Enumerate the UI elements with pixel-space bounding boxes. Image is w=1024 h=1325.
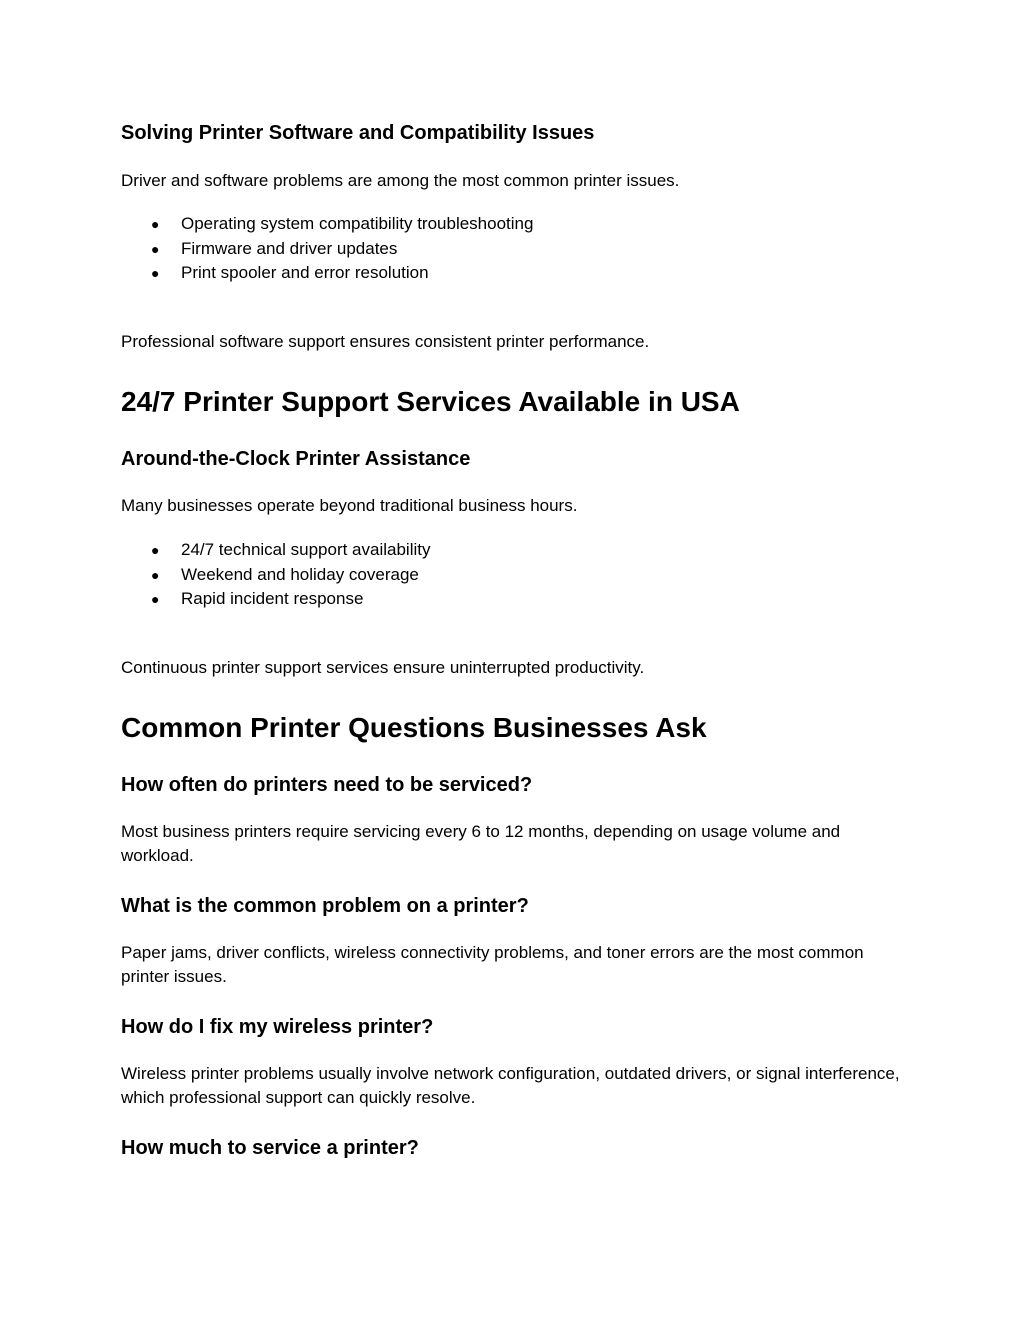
bullet-icon: ● [151,591,160,607]
bullet-list-software [121,212,533,286]
faq-answer-3: Wireless printer problems usually involve network configuration, outdated drivers, or signal interference, which professional support can quickly resolve. [121,1064,900,1107]
paragraph-247-closing: Continuous printer support services ensure uninterrupted productivity. [121,658,645,677]
list-item-text: Firmware and driver updates [181,238,398,258]
section-heading-247: Around-the-Clock Printer Assistance [121,448,471,470]
list-item [121,237,533,262]
bullet-icon: ● [151,265,160,281]
section-title-247: 24/7 Printer Support Services Available in USA [121,386,740,417]
bullet-list-247 [121,538,430,612]
bullet-icon: ● [151,566,160,583]
paragraph-software-intro: Driver and software problems are among the most common printer issues. [121,171,680,190]
list-item-text: Print spooler and error resolution [181,263,429,282]
list-item [121,212,533,237]
list-item-text: Operating system compatibility troubleshooting [181,214,534,233]
list-item [121,538,430,563]
faq-question-1: How often do printers need to be serviced? [121,774,533,796]
paragraph-software-closing: Professional software support ensures consistent printer performance. [121,332,650,351]
list-item [121,563,430,588]
faq-question-3: How do I fix my wireless printer? [121,1016,434,1038]
section-heading-software: Solving Printer Software and Compatibility Issues [121,122,595,144]
faq-answer-2: Paper jams, driver conflicts, wireless connectivity problems, and toner errors are the most common printer issues. [121,943,864,986]
bullet-icon: ● [151,216,160,232]
list-item-text: Rapid incident response [181,589,364,608]
list-item [121,261,533,286]
faq-question-2: What is the common problem on a printer? [121,895,529,917]
list-item-text: Weekend and holiday coverage [181,564,419,584]
bullet-icon: ● [151,542,160,558]
list-item-text: 24/7 technical support availability [181,540,431,559]
faq-question-4: How much to service a printer? [121,1137,419,1159]
list-item [121,587,430,612]
paragraph-247-intro: Many businesses operate beyond traditional business hours. [121,496,578,515]
bullet-icon: ● [151,240,160,257]
section-title-faq: Common Printer Questions Businesses Ask [121,712,707,743]
faq-answer-1: Most business printers require servicing every 6 to 12 months, depending on usage volume and workload. [121,822,841,865]
